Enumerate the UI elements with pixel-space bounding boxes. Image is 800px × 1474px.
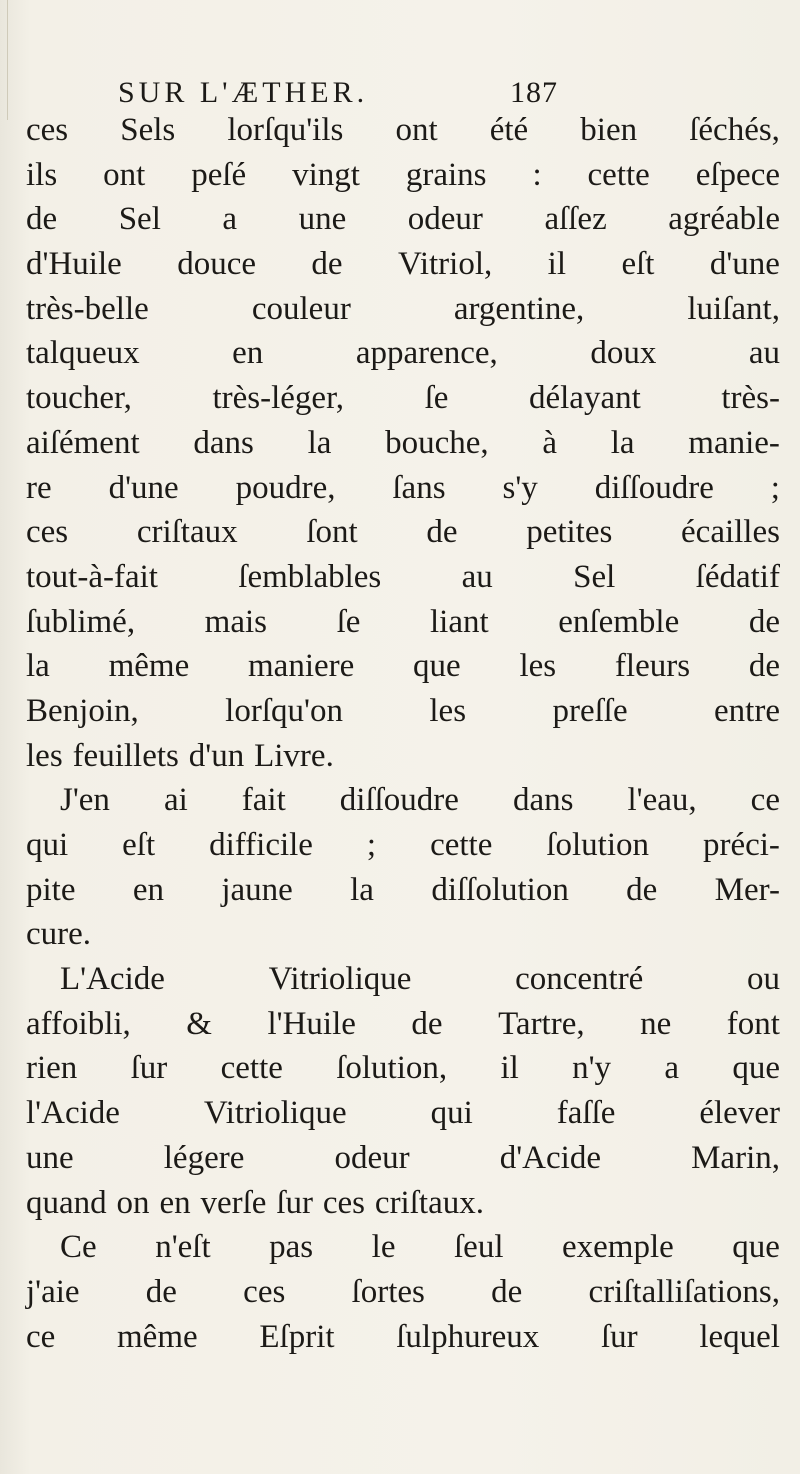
text-word: diſſolution — [431, 871, 569, 908]
text-word: la — [26, 648, 50, 685]
text-word: une — [26, 1139, 74, 1176]
text-word: ſe — [336, 603, 361, 640]
text-word: ; — [770, 469, 780, 506]
text-word: la — [610, 424, 635, 461]
text-word: concentré — [515, 961, 644, 998]
text-word: les — [519, 648, 557, 685]
text-word: criſtalliſations, — [588, 1273, 780, 1310]
text-word: luiſant, — [687, 290, 780, 327]
text-word: ſublimé, — [26, 603, 136, 640]
text-word: grains — [405, 156, 487, 193]
text-word: s'y — [502, 469, 538, 506]
text-word: rien — [26, 1050, 78, 1087]
text-word: la — [307, 424, 332, 461]
text-word: exemple — [562, 1229, 674, 1266]
text-word: feuillets — [72, 737, 179, 774]
text-word: d'une — [108, 469, 179, 506]
page-number: 187 — [510, 76, 558, 109]
text-word: vingt — [292, 156, 360, 193]
text-line — [26, 153, 780, 198]
text-word: en — [132, 871, 164, 908]
text-word: on — [116, 1184, 150, 1221]
text-word: faſſe — [556, 1095, 616, 1132]
text-word: de — [145, 1273, 177, 1310]
text-word: font — [726, 1005, 780, 1042]
text-word: en — [232, 335, 264, 372]
text-line — [26, 823, 780, 868]
text-word: petites — [526, 514, 613, 551]
text-word: Tartre, — [498, 1005, 585, 1042]
text-word: couleur — [251, 290, 351, 327]
text-word: cette — [220, 1050, 283, 1087]
text-word: aiſément — [26, 424, 140, 461]
text-word: fait — [241, 782, 286, 819]
text-word: la — [350, 871, 374, 908]
text-line — [26, 957, 780, 1002]
text-word: Vitriolique — [203, 1095, 347, 1132]
text-word: au — [461, 558, 493, 595]
text-line — [26, 778, 780, 823]
text-word: été — [489, 112, 529, 148]
text-word: a — [222, 201, 238, 238]
text-word: ſolution, — [336, 1050, 448, 1087]
text-word: ſéchés, — [689, 112, 780, 148]
text-word: dans — [193, 424, 254, 461]
text-word: Marin, — [691, 1139, 780, 1176]
text-word: Sel — [573, 558, 616, 595]
text-word: en — [159, 1184, 191, 1221]
text-word: de — [626, 871, 658, 908]
text-word: tout-à-fait — [26, 558, 158, 595]
text-word: n'eſt — [155, 1229, 211, 1266]
text-word: préci- — [702, 827, 780, 863]
text-word: même — [117, 1318, 198, 1355]
text-word: agréable — [668, 201, 780, 238]
text-line — [26, 287, 780, 332]
text-word: ſeul — [454, 1229, 504, 1266]
text-word: que — [732, 1229, 780, 1266]
text-word: ces — [243, 1273, 286, 1310]
text-word: ſont — [306, 514, 358, 551]
text-word: très- — [721, 380, 780, 417]
text-word: talqueux — [26, 335, 140, 372]
text-word: ſemblables — [238, 558, 382, 595]
text-word: liant — [430, 603, 489, 640]
text-line — [26, 1002, 780, 1047]
text-word: les — [429, 692, 467, 729]
text-word: ou — [747, 961, 780, 998]
text-word: difficile — [209, 827, 313, 863]
text-line — [26, 600, 780, 645]
text-word: une — [298, 201, 347, 238]
text-line — [26, 331, 780, 376]
text-word: preſſe — [552, 692, 628, 729]
text-word: Livre. — [254, 737, 334, 774]
text-word: maniere — [248, 648, 355, 685]
text-word: Sel — [118, 201, 161, 238]
text-word: cette — [587, 156, 650, 193]
text-word: ſur — [276, 1184, 313, 1221]
text-word: dans — [512, 782, 574, 819]
text-word: Eſprit — [259, 1318, 335, 1355]
text-word: argentine, — [453, 290, 585, 327]
text-word: de — [426, 514, 458, 551]
text-word: eſt — [122, 827, 156, 863]
text-word: ne — [640, 1005, 672, 1042]
text-word: criſtaux — [136, 514, 238, 551]
text-word: : — [532, 156, 542, 193]
text-word: au — [748, 335, 780, 372]
text-word: qui — [26, 827, 69, 863]
text-word: l'eau, — [627, 782, 697, 819]
text-word: ſortes — [351, 1273, 425, 1310]
text-line — [26, 1181, 780, 1226]
text-word: de — [491, 1273, 523, 1310]
text-word: que — [732, 1050, 780, 1087]
text-line — [26, 1091, 780, 1136]
text-word: odeur — [334, 1139, 410, 1176]
text-word: lorſqu'ils — [227, 112, 344, 148]
text-word: Sels — [120, 112, 176, 148]
text-word: délayant — [528, 380, 641, 417]
text-word: ai — [163, 782, 188, 819]
text-word: mais — [204, 603, 267, 640]
text-word: de — [26, 201, 58, 238]
text-word: Mer- — [714, 871, 780, 908]
text-word: re — [26, 469, 52, 506]
text-word: poudre, — [235, 469, 336, 506]
text-line — [26, 644, 780, 689]
text-word: ces — [322, 1184, 366, 1221]
text-word: n'y — [572, 1050, 612, 1087]
text-word: aſſez — [544, 201, 607, 238]
text-line — [26, 421, 780, 466]
text-word: ces — [26, 112, 69, 148]
text-word: j'aie — [26, 1273, 80, 1310]
text-word: lequel — [699, 1318, 780, 1355]
text-word: très-léger, — [212, 380, 344, 417]
text-line — [26, 197, 780, 242]
text-word: toucher, — [26, 380, 132, 417]
text-word: à — [542, 424, 558, 461]
text-word: que — [413, 648, 461, 685]
text-line — [26, 689, 780, 734]
text-word: diſſoudre — [339, 782, 459, 819]
text-word: pas — [269, 1229, 314, 1266]
text-word: ſulphureux — [396, 1318, 540, 1355]
text-word: eſt — [621, 246, 655, 283]
text-word: bouche, — [385, 424, 489, 461]
text-word: ſédatif — [695, 558, 780, 595]
text-word: & — [186, 1005, 212, 1042]
text-word: douce — [177, 246, 256, 283]
text-word: fleurs — [614, 648, 691, 685]
text-word: quand — [26, 1184, 107, 1221]
text-line — [26, 510, 780, 555]
text-word: ils — [26, 156, 58, 193]
text-word: ſur — [600, 1318, 638, 1355]
text-word: manie- — [688, 424, 780, 461]
text-word: l'Huile — [267, 1005, 356, 1042]
text-word: ont — [395, 112, 438, 148]
text-word: Vitriol, — [397, 246, 493, 283]
text-line — [26, 1225, 780, 1270]
text-word: lorſqu'on — [225, 692, 343, 729]
text-word: de — [411, 1005, 443, 1042]
text-word: écailles — [681, 514, 780, 551]
text-word: d'Acide — [499, 1139, 601, 1176]
text-word: J'en — [60, 782, 110, 819]
text-word: ſans — [392, 469, 446, 506]
text-word: L'Acide — [60, 961, 165, 998]
text-word: ; — [366, 827, 377, 863]
text-word: entre — [714, 692, 780, 729]
text-word: très-belle — [26, 290, 149, 327]
text-word: eſpece — [695, 156, 780, 193]
text-word: élever — [699, 1095, 780, 1132]
text-word: de — [748, 603, 780, 640]
text-word: criſtaux. — [374, 1184, 484, 1221]
text-word: verſe — [200, 1184, 267, 1221]
text-word: d'une — [709, 246, 780, 283]
text-line — [26, 1315, 780, 1360]
text-word: cette — [430, 827, 493, 863]
text-word: ſur — [130, 1050, 168, 1087]
text-word: ſolution — [546, 827, 649, 863]
text-word: apparence, — [355, 335, 498, 372]
text-word: enſemble — [558, 603, 680, 640]
text-word: Ce — [60, 1229, 97, 1266]
text-line — [26, 466, 780, 511]
text-word: ces — [26, 514, 69, 551]
text-word: affoibli, — [26, 1005, 131, 1042]
text-word: Vitriolique — [268, 961, 412, 998]
body-text — [26, 108, 780, 1359]
text-word: de — [748, 648, 780, 685]
text-line — [26, 555, 780, 600]
running-head-title: SUR L'ÆTHER. — [118, 76, 369, 109]
text-word: a — [664, 1050, 680, 1087]
text-line — [26, 242, 780, 287]
text-word: légere — [163, 1139, 245, 1176]
text-word: il — [547, 246, 567, 283]
text-word: odeur — [407, 201, 483, 238]
text-word: pite — [26, 871, 76, 908]
text-word: même — [108, 648, 190, 685]
text-word: qui — [430, 1095, 473, 1132]
text-word: il — [500, 1050, 519, 1087]
text-word: de — [311, 246, 343, 283]
text-line — [26, 868, 780, 913]
text-line — [26, 1270, 780, 1315]
text-word: d'un — [188, 737, 245, 774]
text-word: bien — [580, 112, 638, 148]
page-edge-shadow — [7, 0, 8, 120]
text-line — [26, 734, 780, 779]
text-word: les — [26, 737, 63, 774]
text-word: Benjoin, — [26, 692, 139, 729]
text-word: cure. — [26, 916, 92, 953]
text-word: diſſoudre — [594, 469, 714, 506]
text-word: d'Huile — [26, 246, 122, 283]
text-line — [26, 108, 780, 153]
text-word: ce — [750, 782, 780, 819]
text-word: ce — [26, 1318, 56, 1355]
text-word: ſe — [424, 380, 449, 417]
text-line — [26, 1046, 780, 1091]
text-word: jaune — [221, 871, 293, 908]
text-line — [26, 376, 780, 421]
text-word: le — [371, 1229, 396, 1266]
text-word: ont — [103, 156, 146, 193]
text-word: doux — [590, 335, 657, 372]
text-line — [26, 912, 780, 957]
text-word: l'Acide — [26, 1095, 120, 1132]
text-word: peſé — [191, 156, 247, 193]
text-line — [26, 1136, 780, 1181]
